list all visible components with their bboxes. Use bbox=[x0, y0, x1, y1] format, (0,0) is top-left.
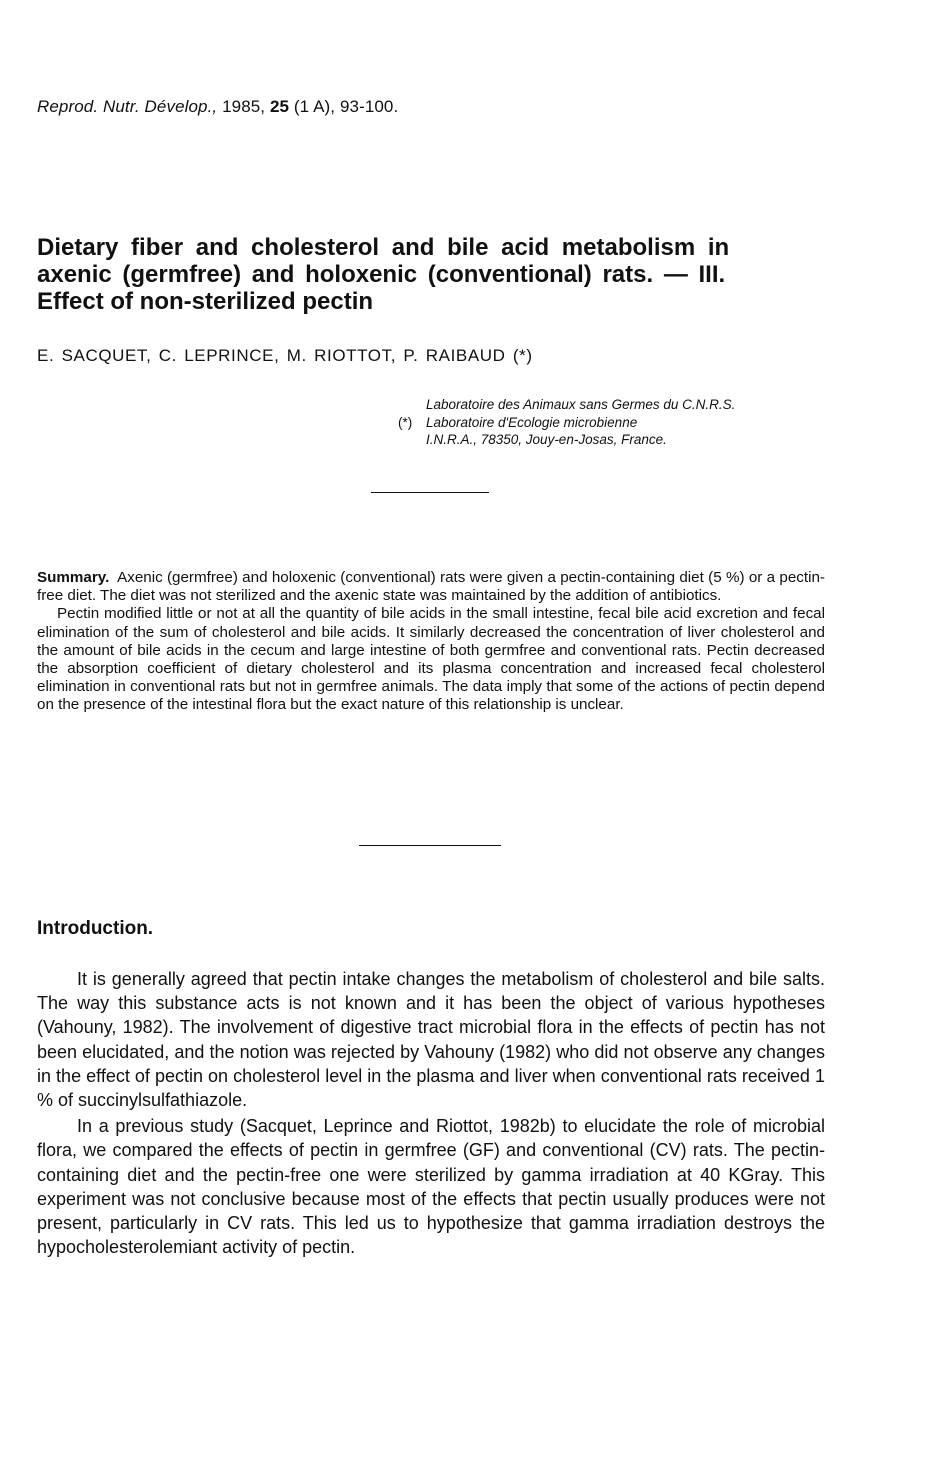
author-list: E. SACQUET, C. LEPRINCE, M. RIOTTOT, P. RAIBAUD (*) bbox=[37, 346, 533, 365]
journal-year: 1985, bbox=[222, 97, 266, 116]
title-line-3: Effect of non-sterilized pectin bbox=[37, 288, 374, 315]
summary-block bbox=[37, 569, 825, 715]
summary-paragraph-2: Pectin modified little or not at all the quantity of bile acids in the small intestine, fecal bile acid excretion and fecal elimination of the sum of cholesterol and bile acids. It similarly decreased the concentration of liver cholesterol and the amount of bile acids in the cecum and large intestine of both germfree and conventional rats. Pectin decreased the absorption coefficient of dietary cholesterol and its plasma concentration and increased fecal cholesterol elimination in conventional rats but not in germfree animals. The data imply that some of the actions of pectin depend on the presence of the intestinal flora but the exact nature of this relationship is unclear. bbox=[37, 605, 825, 714]
affiliation-line-3: I.N.R.A., 78350, Jouy-en-Josas, France. bbox=[426, 432, 667, 447]
introduction-body bbox=[37, 967, 825, 1259]
journal-name: Reprod. Nutr. Dévelop., bbox=[37, 97, 218, 116]
journal-reference bbox=[37, 97, 398, 117]
affiliation-line-2: (*) Laboratoire d'Ecologie microbienne bbox=[398, 414, 638, 430]
article-title bbox=[37, 234, 837, 315]
title-line-2: axenic (germfree) and holoxenic (conventional) rats. — III. bbox=[37, 261, 726, 288]
summary-label: Summary. bbox=[37, 569, 110, 586]
separator-rule-bottom bbox=[359, 845, 501, 846]
journal-volume: 25 bbox=[269, 97, 290, 116]
affiliations bbox=[398, 396, 735, 449]
introduction-paragraph-1: It is generally agreed that pectin intake changes the metabolism of cholesterol and bile salts. The way this substance acts is not known and it has been the object of various hypotheses (Vahouny, 1982). The involvement of digestive tract microbial flora in the effects of pectin has not been elucidated, and the notion was rejected by Vahouny (1982) who did not observe any changes in the effect of pectin on cholesterol level in the plasma and liver when conventional rats received 1 % of succinylsulfathiazole. bbox=[37, 969, 825, 1111]
introduction-heading: Introduction. bbox=[37, 918, 154, 939]
affiliation-line-1: Laboratoire des Animaux sans Germes du C.N.R.S. bbox=[426, 397, 736, 412]
journal-issue-pages: (1 A), 93-100. bbox=[293, 97, 399, 116]
separator-rule-top bbox=[371, 492, 489, 493]
affiliation-marker: (*) bbox=[398, 414, 413, 430]
introduction-paragraph-2: In a previous study (Sacquet, Leprince and Riottot, 1982b) to elucidate the role of microbial flora, we compared the effects of pectin in germfree (GF) and conventional (CV) rats. The pectin-containing diet and the pectin-free one were sterilized by gamma irradiation at 40 KGray. This experiment was not conclusive because most of the effects that pectin usually produces were not present, particularly in CV rats. This led us to hypothesize that gamma irradiation destroys the hypocholesterolemiant activity of pectin. bbox=[37, 1116, 825, 1258]
summary-paragraph-1: Summary. Axenic (germfree) and holoxenic (conventional) rats were given a pectin-containing diet (5 %) or a pectin-free diet. The diet was not sterilized and the axenic state was maintained by the addition of antibiotics. bbox=[37, 569, 825, 605]
title-line-1: Dietary fiber and cholesterol and bile acid metabolism in bbox=[37, 234, 730, 261]
